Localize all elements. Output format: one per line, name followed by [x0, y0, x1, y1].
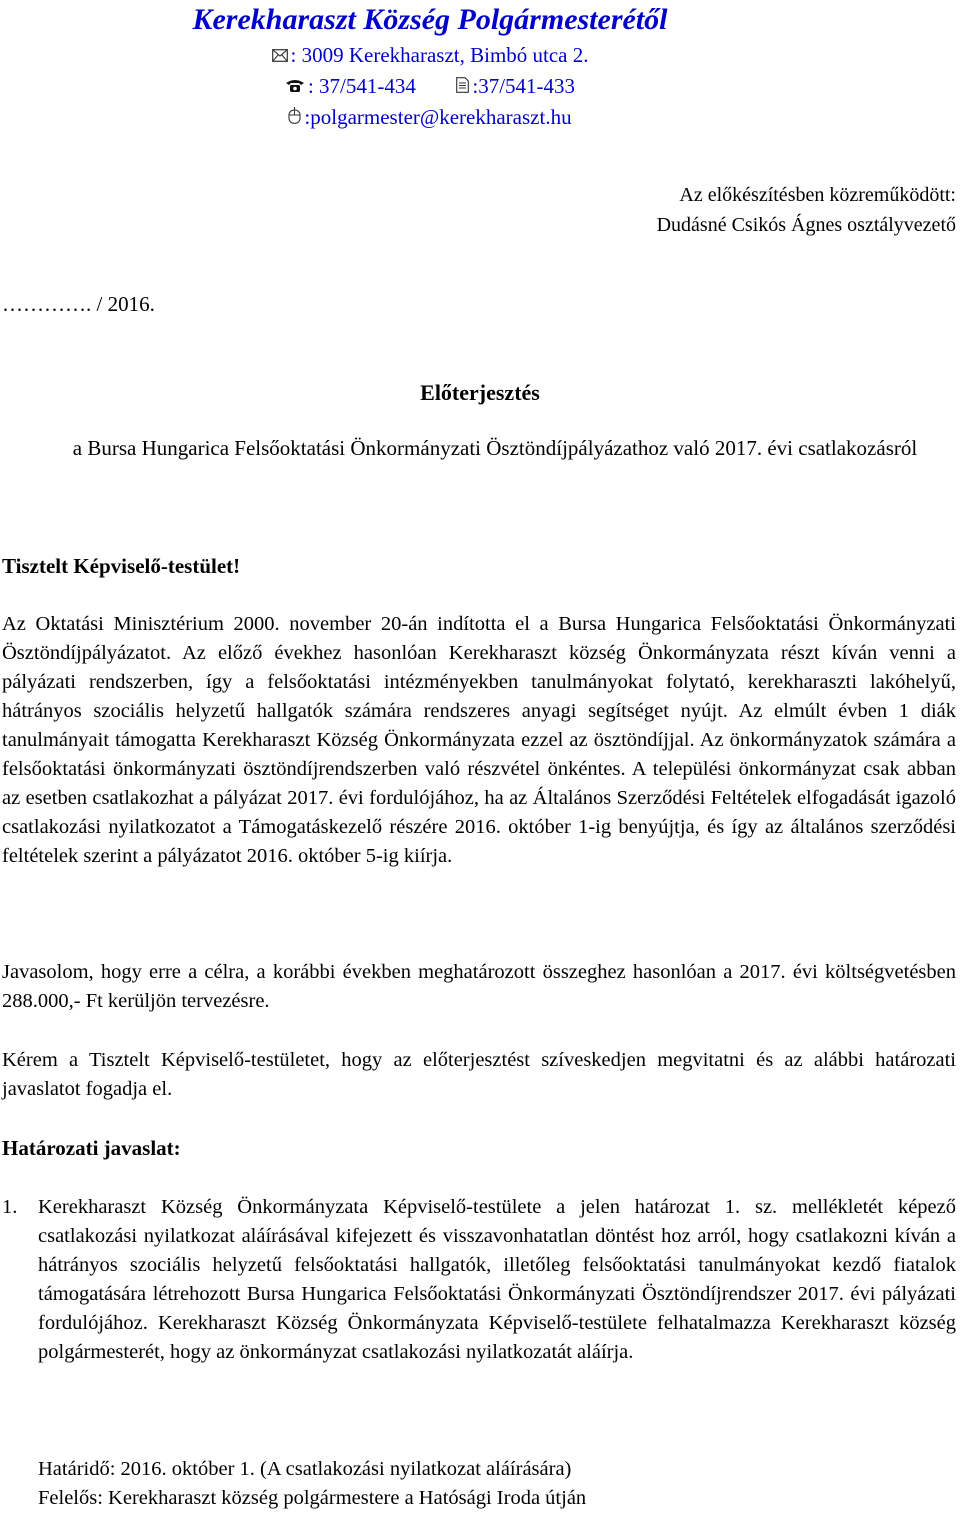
prepared-by-name: Dudásné Csikós Ágnes osztályvezető [656, 214, 956, 236]
body-paragraph-2: Javasolom, hogy erre a célra, a korábbi években meghatározott összeghez hasonlóan a 2017. évi költségvetésben 288.000,- Ft kerüljön tervezésre. [2, 961, 956, 1012]
address-text: : 3009 Kerekharaszt, Bimbó utca 2. [290, 43, 589, 67]
letterhead [0, 0, 860, 133]
resolution-heading: Határozati javaslat: [2, 1136, 181, 1160]
body-paragraph-1: Az Oktatási Minisztérium 2000. november 20-án indította el a Bursa Hungarica Felsőoktatási Önkormányzati Ösztöndíjpályázatot. Az előző évekhez hasonlóan Kerekharaszt község Önkormányzata részt kíván venni a pályázati rendszerben, így a felsőoktatási intézményekben tanulmányokat folytató, kerekharaszti lakóhelyű, hátrányos szociális helyzetű hallgatók számára rendszeres anyagi segítséget nyújt. Az elmúlt évben 1 diák tanulmányait támogatta Kerekharaszt Község Önkormányzata ezzel az ösztöndíjjal. Az önkormányzatok számára a felsőoktatási önkormányzati ösztöndíjrendszerben való részvétel önkéntes. A települési önkormányzat csak abban az esetben csatlakozhat a pályázat 2017. évi fordulójához, ha az Általános Szerződési Feltételek elfogadását igazoló csatlakozási nyilatkozatot a Támogatáskezelő részére 2016. október 1-ig benyújtja, és így az általános szerződési feltételek szerint a pályázatot 2016. október 5-ig kiírja. [2, 613, 956, 867]
resolution-item-text: Kerekharaszt Község Önkormányzata Képviselő-testülete a jelen határozat 1. sz. mellékletét képező csatlakozási nyilatkozat aláírásával kifejezett és visszavonhatatlan döntést hoz arról, hogy csatlakozni kíván a hátrányos szociális helyzetű felsőoktatási hallgatók, illetőleg felsőoktatási tanulmányokat kezdő fiatalok támogatására létrehozott Bursa Hungarica Felsőoktatási Önkormányzati Ösztöndíjrendszer 2017. évi pályázati fordulójához. Kerekharaszt Község Önkormányzata Képviselő-testülete felhatalmazza Kerekharaszt község polgármesterét, hogy az önkormányzat csatlakozási nyilatkozatát aláírja. [38, 1196, 956, 1363]
mouse-icon [288, 102, 301, 133]
responsible: Felelős: Kerekharaszt község polgármestere a Hatósági Iroda útján [38, 1487, 587, 1509]
phone-fax-line [0, 71, 860, 102]
reference-number: …………. / 2016. [2, 292, 155, 316]
deadline: Határidő: 2016. október 1. (A csatlakozási nyilatkozat aláírására) [38, 1458, 572, 1480]
phone-text: : 37/541-434 [307, 74, 416, 98]
letterhead-title: Kerekharaszt Község Polgármesterétől [192, 3, 668, 36]
address-line [0, 40, 860, 71]
resolution-item [0, 1193, 956, 1367]
email-text: :polgarmester@kerekharaszt.hu [304, 105, 572, 129]
fax-text: :37/541-433 [472, 74, 576, 98]
prepared-by [657, 180, 956, 240]
fax-icon [456, 71, 469, 102]
telephone-icon [285, 71, 305, 102]
deadline-block [38, 1455, 586, 1513]
envelope-icon [272, 40, 288, 71]
salutation: Tisztelt Képviselő-testület! [2, 554, 241, 578]
email-line [0, 102, 860, 133]
document-title: Előterjesztés [420, 380, 540, 405]
body-paragraph-3: Kérem a Tisztelt Képviselő-testületet, hogy az előterjesztést szíveskedjen megvitatni és az alábbi határozati javaslatot fogadja el. [2, 1049, 956, 1100]
prepared-by-label: Az előkészítésben közreműködött: [679, 184, 956, 206]
resolution-item-number: 1. [2, 1196, 18, 1218]
document-subtitle: a Bursa Hungarica Felsőoktatási Önkormányzati Ösztöndíjpályázathoz való 2017. évi csatlakozásról [72, 436, 918, 460]
